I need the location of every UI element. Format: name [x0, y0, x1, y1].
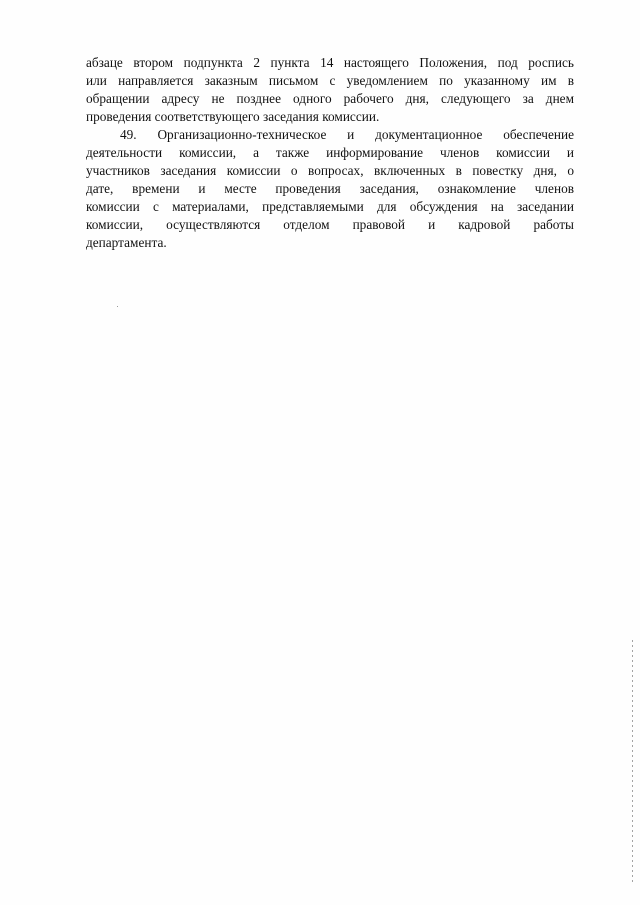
text-line: участников заседания комиссии о вопросах, включенных в повестку дня, о [86, 163, 574, 178]
text-line: абзаце втором подпункта 2 пункта 14 настоящего Положения, под роспись [86, 55, 574, 70]
text-line: комиссии, осуществляются отделом правовой и кадровой работы [86, 217, 574, 232]
scan-artifact-dot [117, 306, 118, 307]
text-line: департамента. [86, 235, 167, 250]
text-line: 49. Организационно-техническое и документационное обеспечение [120, 127, 574, 142]
text-line: проведения соответствующего заседания комиссии. [86, 109, 380, 124]
text-line: обращении адресу не позднее одного рабочего дня, следующего за днем [86, 91, 574, 106]
scan-edge-artifact [632, 640, 633, 885]
text-line: или направляется заказным письмом с уведомлением по указанному им в [86, 73, 574, 88]
document-body [86, 54, 574, 252]
paragraph-continuation [86, 54, 574, 126]
text-line: деятельности комиссии, а также информирование членов комиссии и [86, 145, 574, 160]
text-line: комиссии с материалами, представляемыми для обсуждения на заседании [86, 199, 574, 214]
text-line: дате, времени и месте проведения заседания, ознакомление членов [86, 181, 574, 196]
paragraph-item-49 [86, 126, 574, 252]
